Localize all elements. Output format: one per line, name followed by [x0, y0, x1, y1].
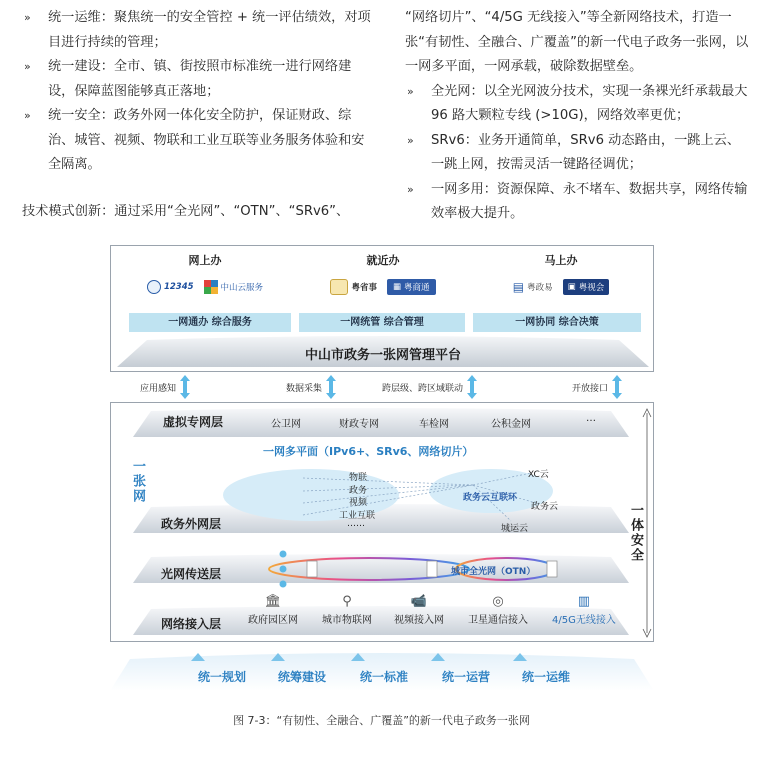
- bullet-unified-security: [22, 104, 372, 178]
- bullet-unified-build: [22, 55, 372, 104]
- hotline-icon: [147, 280, 161, 294]
- access-wireless: ▥ 4/5G无线接入: [552, 594, 616, 626]
- bullet-text: 统一建设：全市、镇、街按照市标准统一进行网络建设，保障蓝图能够真正落地；: [48, 59, 352, 99]
- access-satellite: ◎ 卫星通信接入: [468, 594, 528, 626]
- figure-caption: 图 7-3：“有韧性、全融合、广覆盖”的新一代电子政务一张网: [233, 714, 530, 727]
- up-down-arrow-icon: [180, 375, 190, 399]
- bullet-mark: »: [24, 11, 31, 24]
- bullet-srv6: [405, 129, 750, 178]
- network-intro-paragraph: “网络切片”、“4/5G 无线接入”等全新网络技术，打造一张“有韧性、全融合、广覆盖”的新一代电子政务一张网，以一网多平面，一网承载，破除数据壁垒。: [405, 10, 749, 74]
- portal-bar-immediate: 一网协同 综合决策: [473, 313, 641, 332]
- bullet-mark: »: [407, 182, 414, 196]
- logo-yuezhengyi: ▤ 粤政易: [512, 280, 553, 294]
- virtual-item: 车检网: [419, 419, 449, 430]
- video-icon: ▣: [567, 282, 576, 292]
- link-label: 开放接口: [572, 383, 609, 394]
- link-cross-level: [382, 375, 477, 399]
- access-gov-campus: 🏛 政府园区网: [248, 594, 298, 626]
- service-item: 视频: [349, 498, 368, 508]
- cloud-node: 城运云: [501, 524, 529, 534]
- city-optical-ring: 城市全光网（OTN）: [451, 567, 536, 577]
- access-layer-label: 网络接入层: [161, 617, 222, 631]
- link-label: 跨层级、跨区域联动: [382, 383, 464, 394]
- optical-layer-label: 光网传送层: [161, 567, 222, 581]
- bullet-multi-use: [405, 178, 750, 227]
- bullet-mark: »: [407, 133, 414, 147]
- logo-zhongshan-cloud: 中山云服务: [204, 280, 264, 294]
- integrated-security-side-label: 一体安全: [628, 503, 643, 563]
- logo-12345: 12345: [147, 280, 194, 294]
- logo-yueshangtong: ▦ 粤商通: [387, 279, 436, 295]
- portal-immediate: [477, 252, 645, 298]
- platform-title: 中山市政务一张网管理平台: [304, 348, 461, 363]
- bullet-text: 一网多用：资源保障、永不堵车、数据共享，网络传输效率极大提升。: [431, 181, 748, 221]
- grid-icon: ▦: [392, 282, 402, 292]
- virtual-item: 公积金网: [491, 419, 531, 430]
- bullet-text: 全光网：以全光网波分技术，实现一条裸光纤承载最大 96 路大颗粒专线 (>10G)，网络效率更优；: [431, 83, 748, 123]
- bullet-unified-ops: [22, 6, 372, 55]
- link-open-api: [572, 375, 622, 399]
- one-network-side-label: 一张网: [130, 459, 145, 504]
- principle-item: 统一规划: [198, 670, 247, 684]
- cloud-interconnect-ring: 政务云互联环: [463, 493, 518, 503]
- egov-layer-label: 政务外网层: [161, 517, 222, 531]
- service-item: 物联: [349, 473, 368, 483]
- portal-online: [121, 252, 289, 298]
- virtual-layer-label: 虚拟专网层: [163, 415, 224, 429]
- service-item: 政务: [349, 486, 368, 496]
- bullet-text: 统一安全：政务外网一体化安全防护，保证财政、综治、城管、视频、物联和工业互联等业务服务体验和安全隔离。: [48, 108, 365, 172]
- principle-item: 统筹建设: [278, 670, 327, 684]
- portal-title: 就近办: [366, 254, 400, 267]
- bullet-all-optical: [405, 80, 750, 129]
- principles-row: [110, 657, 654, 697]
- logo-yueshihui: ▣ 粤视会: [563, 279, 610, 295]
- up-down-arrow-icon: [326, 375, 336, 399]
- service-portal-box: [110, 245, 654, 372]
- access-video: 📹 视频接入网: [394, 594, 444, 626]
- bullet-text: 统一运维：聚焦统一的安全管控 + 统一评估绩效，对项目进行持续的管理；: [48, 10, 371, 50]
- link-app-awareness: [140, 375, 190, 399]
- principle-item: 统一运营: [442, 670, 491, 684]
- camera-icon: 📹: [410, 594, 428, 609]
- bullet-text: SRv6：业务开通简单，SRv6 动态路由，一跳上云、一跳上网，按需灵活一键路径调优；: [431, 132, 741, 172]
- service-item: ……: [347, 519, 365, 529]
- link-label: 应用感知: [140, 383, 177, 394]
- logo-yueshengshi: 粤省事: [330, 279, 377, 295]
- up-down-arrow-icon: [467, 375, 477, 399]
- cloud-service-icon: [204, 280, 218, 294]
- bullet-mark: »: [407, 84, 414, 98]
- cloud-node: XC云: [528, 470, 549, 480]
- tech-innovation-paragraph: 技术模式创新：通过采用“全光网”、“OTN”、“SRv6”、: [22, 203, 350, 219]
- multi-plane-caption: 一网多平面（IPv6+、SRv6、网络切片）: [263, 445, 474, 458]
- virtual-item: 公卫网: [271, 419, 301, 430]
- portal-title: 马上办: [544, 254, 578, 267]
- service-item: 工业互联: [339, 511, 376, 521]
- up-down-arrow-icon: [612, 375, 622, 399]
- virtual-item: …: [586, 413, 596, 424]
- portal-title: 网上办: [188, 254, 222, 267]
- cell-tower-icon: ▥: [577, 594, 591, 609]
- iot-antenna-icon: ⚲: [342, 594, 352, 609]
- link-data-collection: [286, 375, 336, 399]
- government-building-icon: 🏛: [264, 594, 282, 609]
- portal-bar-online: 一网通办 综合服务: [129, 313, 291, 332]
- virtual-item: 财政专网: [339, 419, 379, 430]
- access-iot: ⚲ 城市物联网: [322, 594, 372, 626]
- book-icon: ▤: [512, 280, 525, 294]
- satellite-icon: ◎: [492, 594, 504, 609]
- layer-links-row: [110, 372, 654, 402]
- bullet-mark: »: [24, 109, 31, 122]
- right-text-column: [405, 6, 750, 227]
- principle-item: 统一运维: [522, 670, 571, 684]
- link-label: 数据采集: [286, 383, 323, 394]
- portal-nearby: [299, 252, 467, 298]
- bullet-mark: »: [24, 60, 31, 73]
- principle-item: 统一标准: [360, 670, 409, 684]
- left-text-column: [22, 6, 372, 224]
- app-icon: [330, 279, 348, 295]
- cloud-node: 政务云: [531, 502, 559, 512]
- portal-bar-nearby: 一网统管 综合管理: [299, 313, 465, 332]
- management-platform: [117, 336, 649, 368]
